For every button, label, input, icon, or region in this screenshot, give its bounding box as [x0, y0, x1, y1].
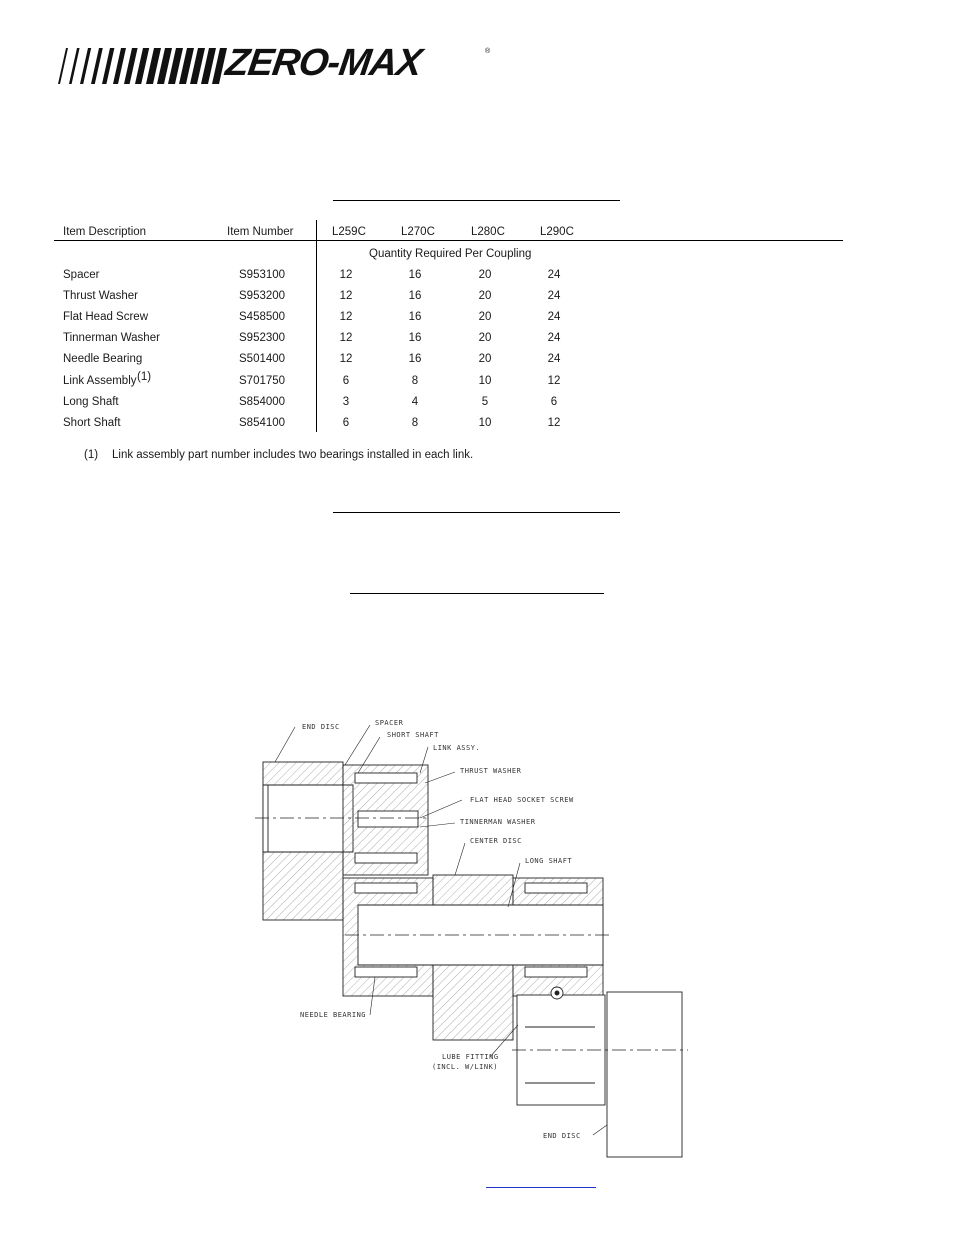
- label-needle-bearing: NEEDLE BEARING: [300, 1011, 367, 1019]
- footnote-marker: (1): [137, 370, 152, 383]
- label-end-disc: END DISC: [302, 723, 340, 731]
- label-center-disc: CENTER DISC: [470, 837, 522, 845]
- row-quantity: 24: [547, 290, 561, 303]
- table-vertical-rule: [316, 220, 317, 432]
- footer-link-underline[interactable]: [486, 1187, 596, 1188]
- row-item-number: S701750: [239, 374, 286, 387]
- row-quantity: 16: [408, 290, 422, 303]
- row-quantity: 24: [547, 269, 561, 281]
- coupling-cross-section-drawing: [250, 715, 690, 1165]
- row-quantity: 10: [478, 416, 492, 429]
- label-lube-fitting-note: (INCL. W/LINK): [432, 1063, 499, 1071]
- col-header-model: L290C: [540, 226, 574, 238]
- row-description: Link Assembly: [63, 374, 137, 387]
- row-item-number: S952300: [239, 332, 286, 345]
- col-header-model: L280C: [471, 226, 505, 238]
- logo-stripe: [69, 48, 80, 84]
- row-quantity: 24: [547, 332, 561, 345]
- row-item-number: S458500: [239, 311, 286, 324]
- footnote: [84, 449, 473, 461]
- row-description: Needle Bearing: [63, 353, 143, 366]
- row-quantity: 20: [478, 332, 492, 345]
- row-quantity: 10: [478, 374, 492, 387]
- quantity-subheader: Quantity Required Per Coupling: [369, 248, 532, 260]
- zero-max-logo: [58, 42, 498, 86]
- row-item-number: S953200: [239, 290, 286, 303]
- logo-stripe: [113, 48, 126, 84]
- row-quantity: 8: [411, 374, 419, 387]
- row-quantity: 12: [339, 269, 353, 281]
- label-tinnerman-washer: TINNERMAN WASHER: [460, 818, 536, 826]
- section-rule-2: [333, 512, 620, 513]
- row-description: Flat Head Screw: [63, 311, 149, 324]
- row-description: Long Shaft: [63, 395, 119, 408]
- section-rule-3: [350, 593, 604, 594]
- row-description: Thrust Washer: [63, 290, 138, 303]
- row-quantity: 20: [478, 311, 492, 324]
- col-header-description: Item Description: [63, 226, 147, 238]
- logo-stripe: [124, 48, 138, 84]
- logo-stripe: [80, 48, 91, 84]
- logo-stripe: [58, 48, 68, 84]
- row-quantity: 6: [342, 374, 350, 387]
- label-link-assy: LINK ASSY.: [433, 744, 481, 752]
- label-long-shaft: LONG SHAFT: [525, 857, 573, 865]
- end-disc-bottom-part: [607, 992, 682, 1157]
- row-quantity: 16: [408, 332, 422, 345]
- col-header-model: L270C: [401, 226, 435, 238]
- row-description: Short Shaft: [63, 416, 121, 429]
- row-quantity: 20: [478, 353, 492, 366]
- row-quantity: 12: [339, 353, 353, 366]
- logo-stripe: [102, 48, 114, 84]
- row-quantity: 24: [547, 353, 561, 366]
- row-quantity: 6: [342, 416, 350, 429]
- label-end-disc-bottom: END DISC: [543, 1132, 581, 1140]
- footnote-text: Link assembly part number includes two bearings installed in each link.: [112, 449, 474, 461]
- row-quantity: 20: [478, 290, 492, 303]
- label-lube-fitting: LUBE FITTING: [442, 1053, 499, 1061]
- label-flat-head-socket-screw: FLAT HEAD SOCKET SCREW: [470, 796, 574, 804]
- row-quantity: 12: [547, 374, 561, 387]
- row-quantity: 12: [339, 311, 353, 324]
- row-quantity: 12: [339, 332, 353, 345]
- brand-name: ZERO-MAX: [223, 42, 424, 84]
- row-quantity: 12: [547, 416, 561, 429]
- row-quantity: 16: [408, 311, 422, 324]
- row-quantity: 6: [550, 395, 558, 408]
- row-quantity: 3: [342, 395, 350, 408]
- row-quantity: 16: [408, 353, 422, 366]
- row-description: Spacer: [63, 269, 100, 281]
- label-thrust-washer: THRUST WASHER: [460, 767, 522, 775]
- table-header-rule: [54, 240, 843, 241]
- col-header-model: L259C: [332, 226, 366, 238]
- registered-mark: ®: [485, 48, 491, 55]
- row-quantity: 5: [481, 395, 489, 408]
- row-quantity: 8: [411, 416, 419, 429]
- row-item-number: S854000: [239, 395, 286, 408]
- row-quantity: 16: [408, 269, 422, 281]
- logo-stripe: [135, 48, 149, 84]
- row-item-number: S501400: [239, 353, 286, 366]
- footnote-index: (1): [84, 449, 99, 461]
- col-header-item-number: Item Number: [227, 226, 294, 238]
- section-rule-1: [333, 200, 620, 201]
- row-item-number: S953100: [239, 269, 286, 281]
- row-quantity: 4: [411, 395, 419, 408]
- row-quantity: 24: [547, 311, 561, 324]
- parts-table: [54, 220, 844, 434]
- logo-stripes: [58, 46, 228, 86]
- label-short-shaft: SHORT SHAFT: [387, 731, 439, 739]
- row-item-number: S854100: [239, 416, 286, 429]
- logo-stripe: [91, 48, 103, 84]
- row-description: Tinnerman Washer: [63, 332, 160, 345]
- row-quantity: 12: [339, 290, 353, 303]
- label-spacer: SPACER: [375, 719, 404, 727]
- row-quantity: 20: [478, 269, 492, 281]
